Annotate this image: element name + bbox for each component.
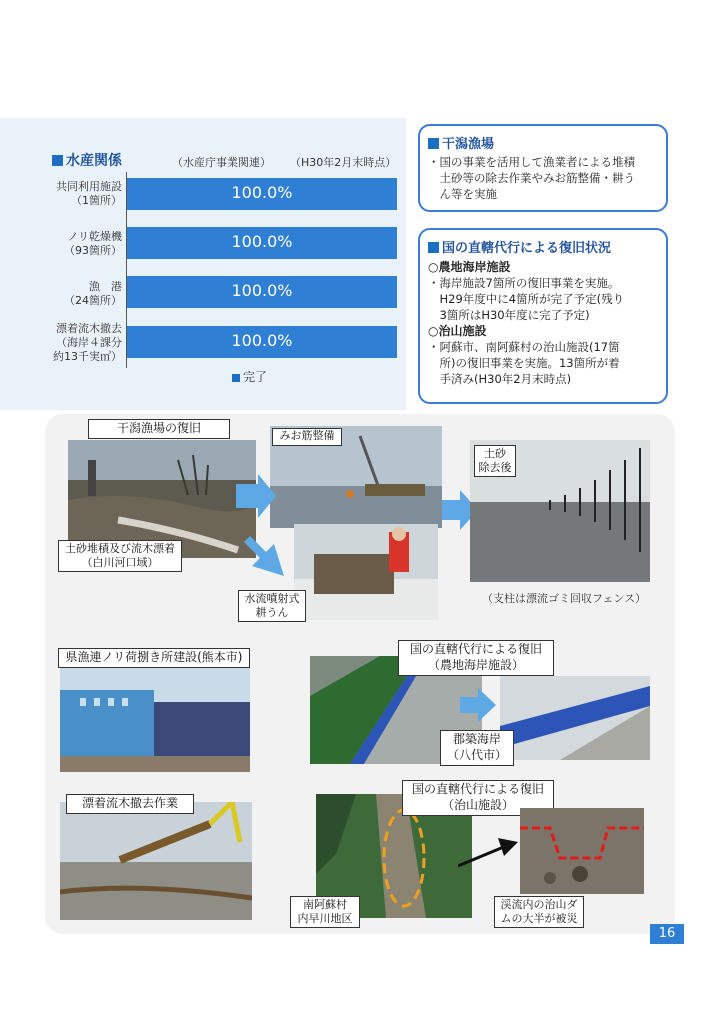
channel-caption: みお筋整備 <box>272 428 342 446</box>
legend-swatch-icon <box>232 374 240 382</box>
row-label-fishing-port: 漁 港 （24箇所） <box>64 280 122 307</box>
completion-bar: 100.0% <box>127 276 397 308</box>
forest-title: 国の直轄代行による復旧 （治山施設） <box>402 780 554 816</box>
right-arrow-icon <box>460 688 496 722</box>
square-bullet-icon <box>428 138 439 149</box>
row-label-nori-dryer: ノリ乾燥機 （93箇所） <box>64 230 122 257</box>
right-arrow-icon <box>236 474 276 518</box>
dam-damage-photo <box>520 808 644 894</box>
page-number: 16 <box>650 924 684 944</box>
completion-bar: 100.0% <box>127 227 397 259</box>
legend: 完了 <box>232 368 267 385</box>
after-caption: 土砂 除去後 <box>474 445 516 477</box>
pointer-arrow-icon <box>458 836 520 872</box>
tidal-flat-title: 干潟漁場 <box>428 133 658 152</box>
down-right-arrow-icon <box>244 536 288 580</box>
fisheries-title: 水産関係 <box>52 150 122 170</box>
coast-after-photo <box>500 676 650 760</box>
tidal-flat-box <box>418 124 668 212</box>
coast-caption: 郡築海岸 （八代市） <box>440 730 514 766</box>
square-bullet-icon <box>52 155 63 166</box>
date-note: （H30年2月末時点） <box>290 156 397 169</box>
jet-tilling-photo <box>294 524 438 620</box>
tidal-recovery-title: 干潟漁場の復旧 <box>88 419 230 439</box>
recovery-body: ○農地海岸施設 ・海岸施設7箇所の復旧事業を実施。 H29年度中に4箇所が完了予定(残り 3箇所はH30年度に完了予定) ○治山施設 ・阿蘇市、南阿蘇村の治山施設(17箇 所)の復旧事業を実施。13箇所が着 手済み(H30年2月末時点) <box>428 260 625 386</box>
row-label-shared-facility: 共同利用施設 （1箇所） <box>56 180 122 207</box>
driftwood-photo <box>60 802 252 920</box>
source-note: （水産庁事業関連） <box>172 156 271 169</box>
recovery-title: 国の直轄代行による復旧状況 <box>428 237 658 256</box>
village-caption: 南阿蘇村 内早川地区 <box>290 896 360 928</box>
jet-caption: 水流噴射式 耕うん <box>238 590 306 622</box>
dam-caption: 渓流内の治山ダ ムの大半が被災 <box>494 896 584 928</box>
tidal-flat-body: ・国の事業を活用して漁業者による堆積 土砂等の除去作業やみお筋整備・耕う ん等を実施 <box>428 155 635 201</box>
sediment-caption: 土砂堆積及び流木漂着 （白川河口域） <box>58 540 182 572</box>
driftwood-title: 漂着流木撤去作業 <box>66 794 194 814</box>
row-label-driftwood: 漂着流木撤去 （海岸４課分 約13千実㎥） <box>53 322 122 363</box>
recovery-status-box <box>418 228 668 404</box>
completion-bar: 100.0% <box>127 178 397 210</box>
coast-title: 国の直轄代行による復旧 （農地海岸施設） <box>398 640 554 676</box>
square-bullet-icon <box>428 242 439 253</box>
nori-title: 県漁連ノリ荷捌き所建設(熊本市) <box>58 648 250 668</box>
completion-bar: 100.0% <box>127 326 397 358</box>
nori-facility-photo <box>60 668 250 772</box>
fence-note: （支柱は漂流ゴミ回収フェンス） <box>482 592 647 605</box>
